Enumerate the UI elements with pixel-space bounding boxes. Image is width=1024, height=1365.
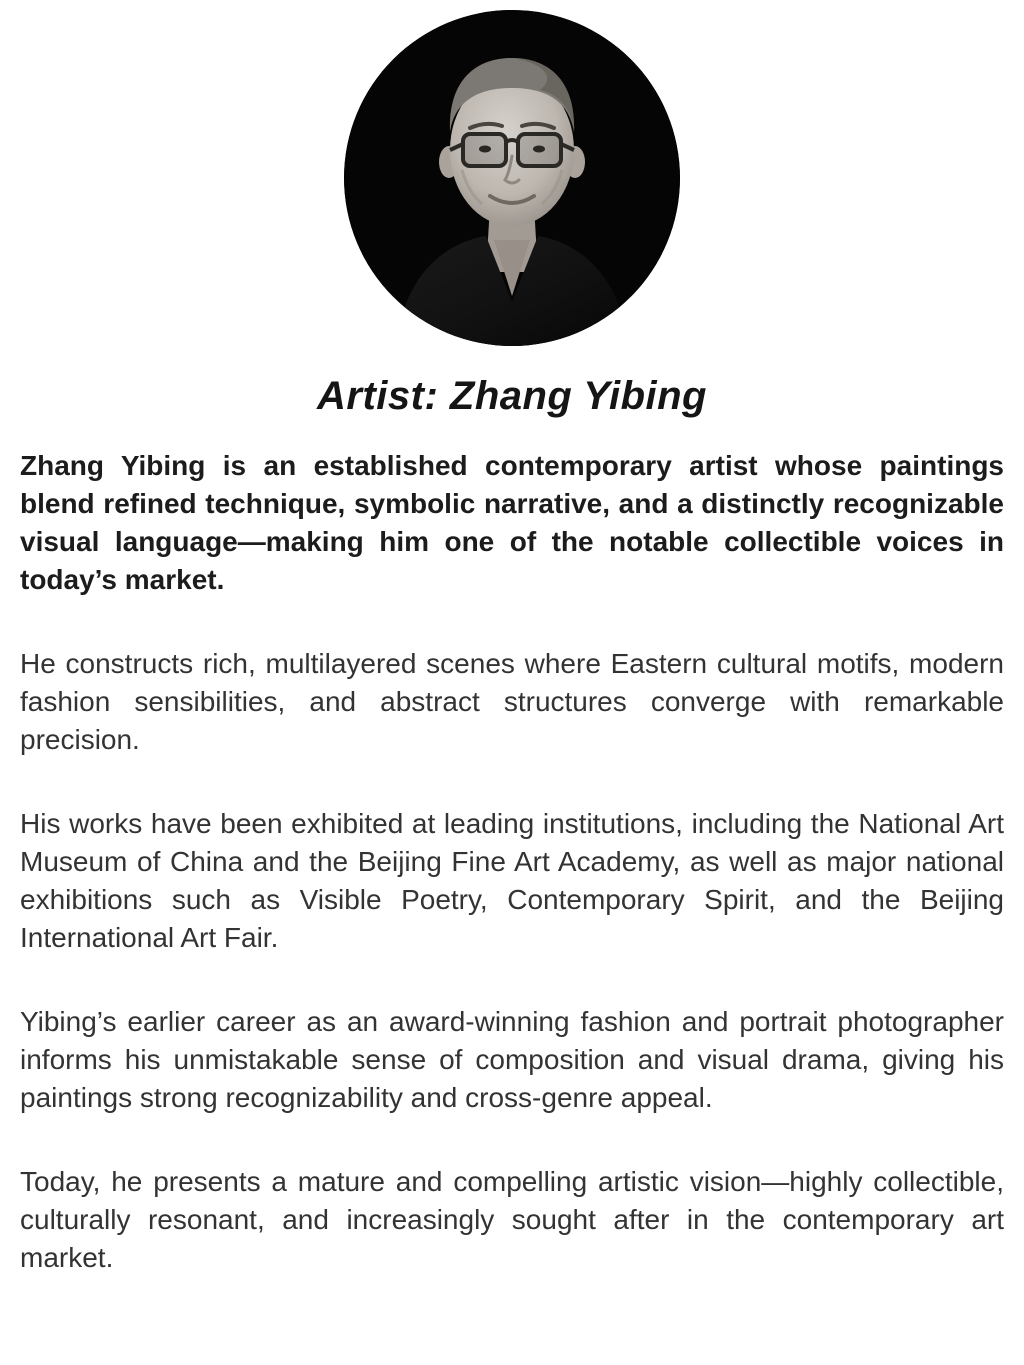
artist-portrait <box>344 10 680 346</box>
bio-paragraph: His works have been exhibited at leading institutions, including the National Art Museum of China and the Beijing Fine Art Academy, as well as major national exhibitions such as Visible Poetry, Contemporary Spirit, and the Beijing International Art Fair. <box>20 808 1004 953</box>
bio-paragraph: Today, he presents a mature and compelling artistic vision—highly collectible, culturally resonant, and increasingly sought after in the contemporary art market. <box>20 1166 1004 1273</box>
bio-paragraph-intro: Zhang Yibing is an established contemporary artist whose paintings blend refined technique, symbolic narrative, and a distinctly recognizable visual language—making him one of the notable collectible voices in today’s market. <box>20 450 1004 595</box>
page-title: Artist: Zhang Yibing <box>317 374 707 418</box>
artist-headshot-photo-icon <box>344 10 680 346</box>
bio-paragraph: He constructs rich, multilayered scenes where Eastern cultural motifs, modern fashion sensibilities, and abstract structures converge with remarkable precision. <box>20 648 1004 755</box>
bio-paragraph: Yibing’s earlier career as an award-winning fashion and portrait photographer informs his unmistakable sense of composition and visual drama, giving his paintings strong recognizability and cross-genre appeal. <box>20 1006 1004 1113</box>
bio-content <box>0 447 1024 1277</box>
